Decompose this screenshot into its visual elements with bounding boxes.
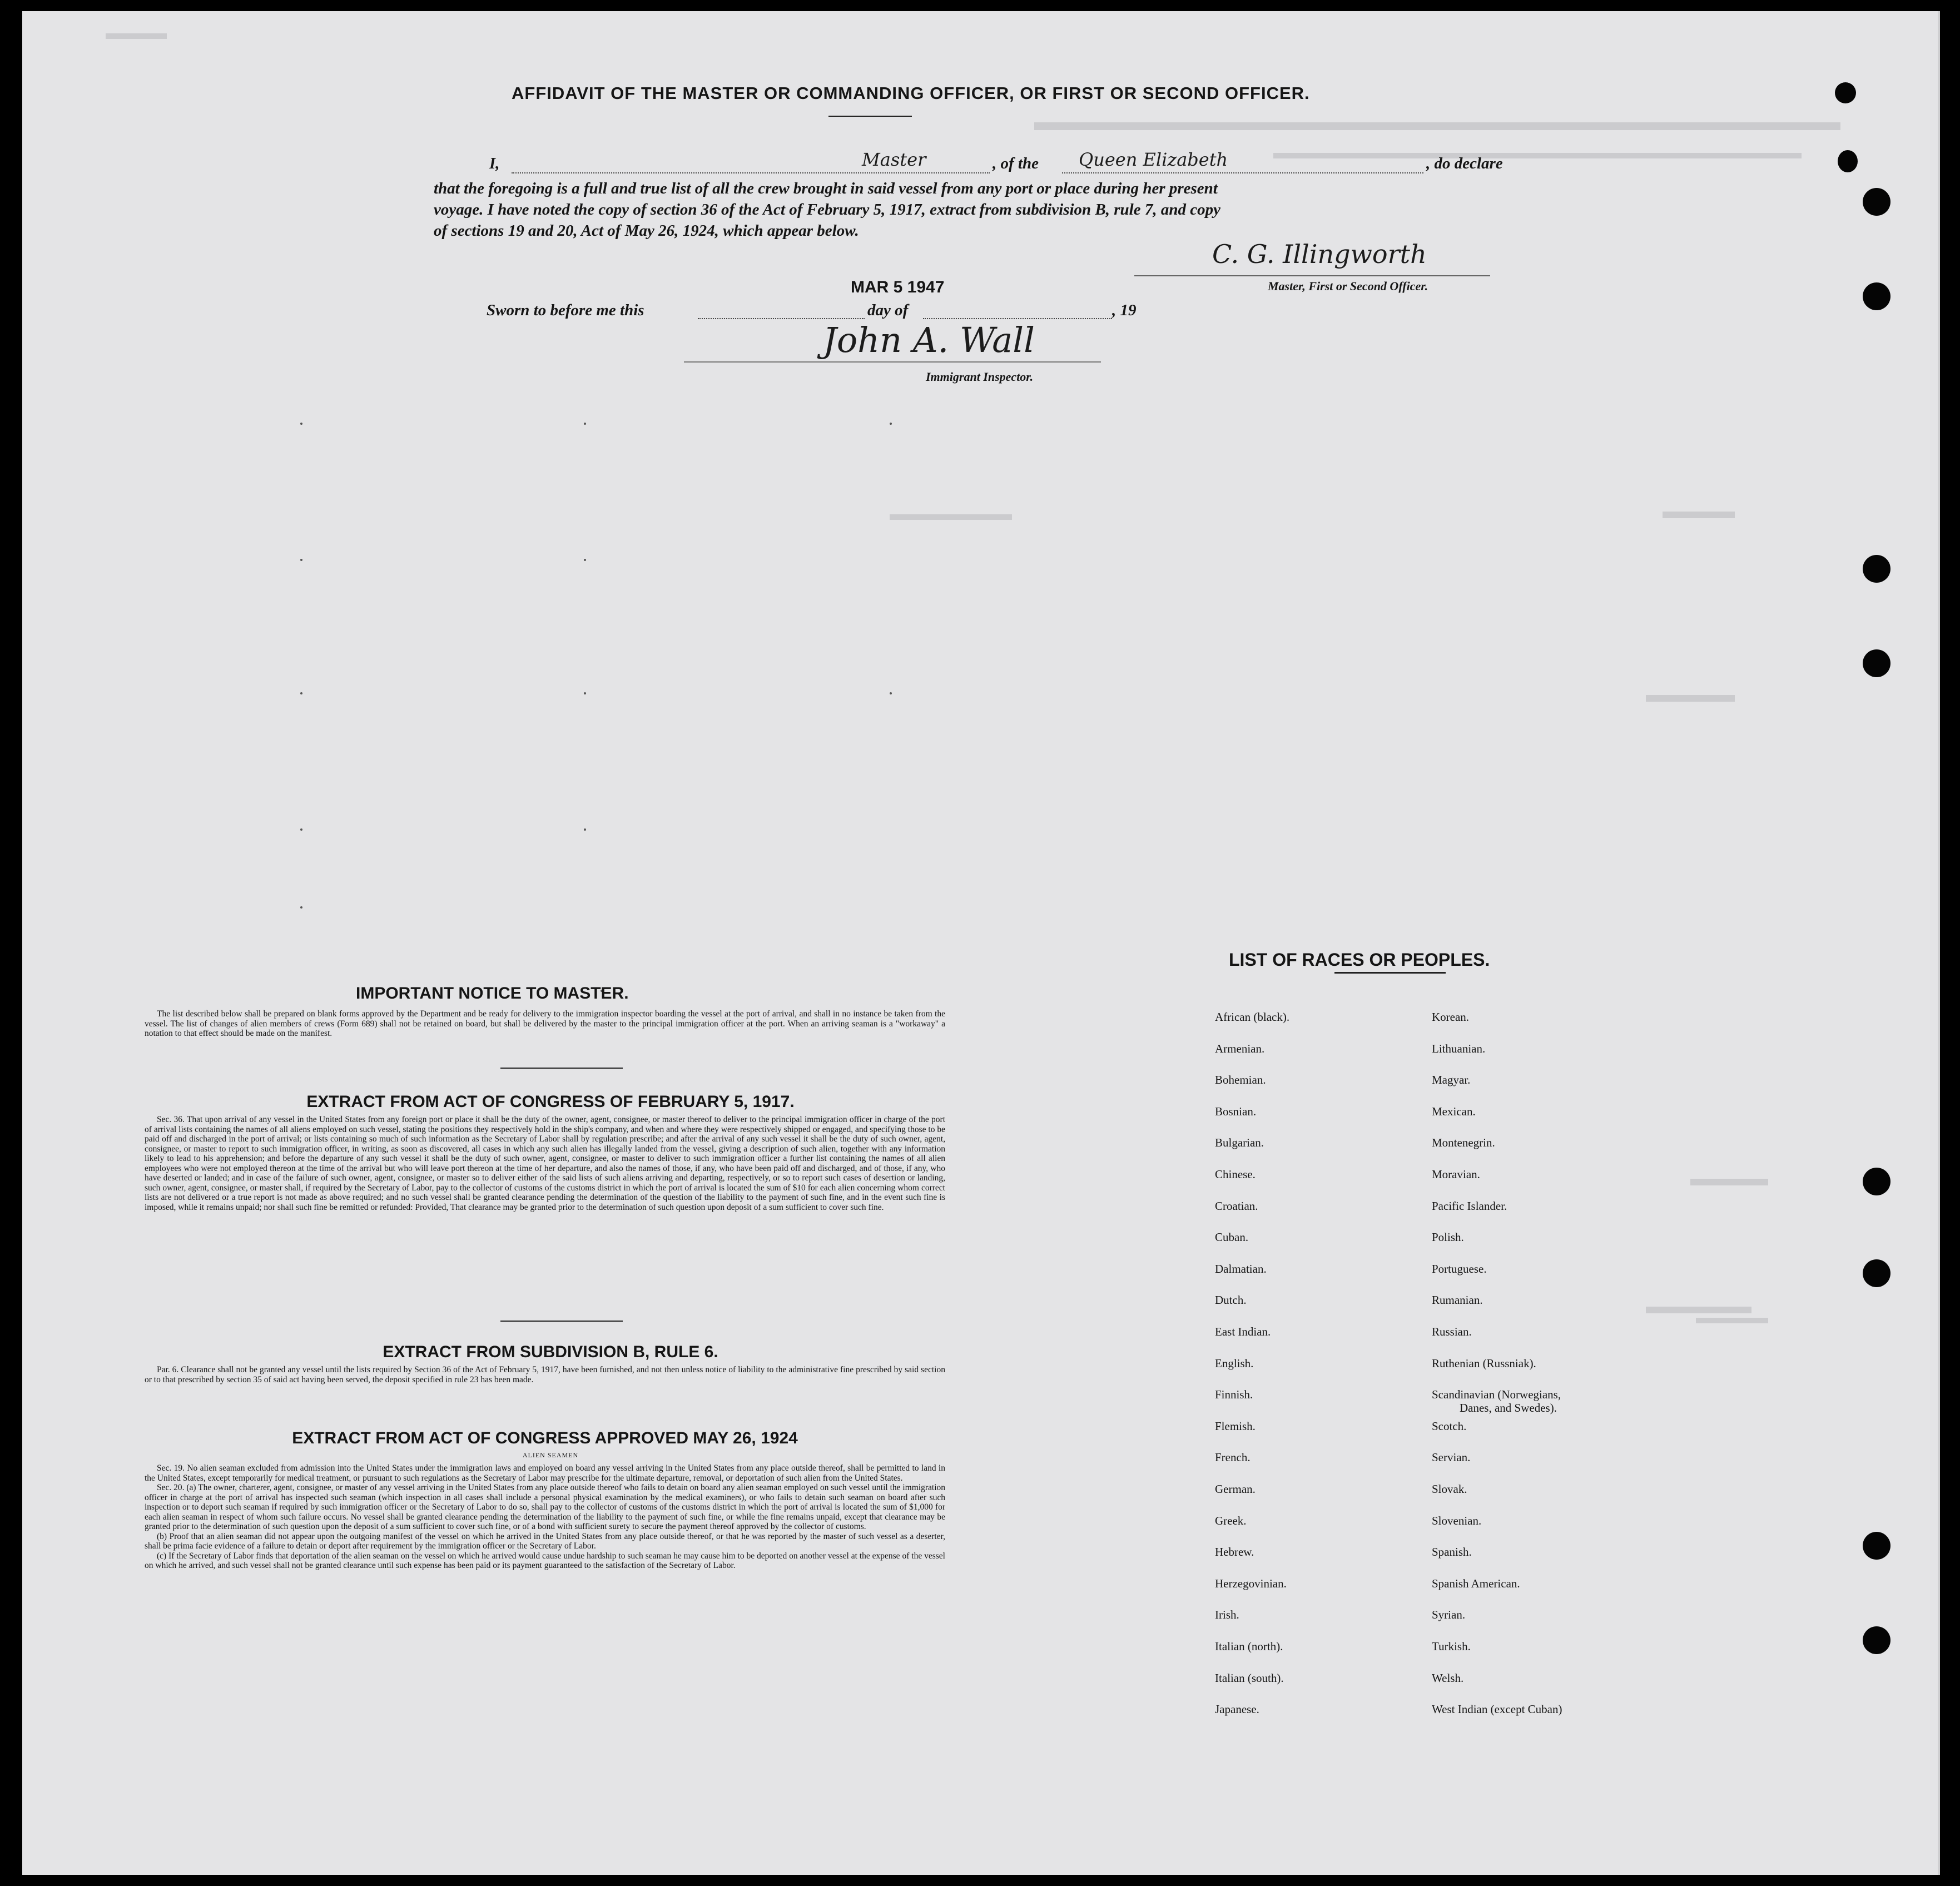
race-item: Herzegovinian.	[1215, 1576, 1287, 1590]
day-blank	[698, 318, 865, 319]
race-item: West Indian (except Cuban)	[1432, 1703, 1562, 1716]
race-item: Dutch.	[1215, 1293, 1247, 1307]
manifest-page	[22, 11, 1940, 1875]
affidavit-body-line: that the foregoing is a full and true list of all the crew brought in said vessel from any port or place during her present	[434, 180, 1218, 197]
extract-1924-paragraph: Sec. 19. No alien seaman excluded from admission into the United States under the immigration laws and employed on board any vessel arriving in the United States from any place outside thereof, shall be permitted to land in the United States, except temporarily for medical treatment, or pursuant to such regulations as the Secretary of Labor may prescribe for the ultimate departure, removal, or deportation of such alien from the United States.	[145, 1463, 945, 1483]
extract-1924-paragraph: Sec. 20. (a) The owner, charterer, agent, consignee, or master of any vessel arriving in the United States from any place outside thereof who fails to detain on board any alien seaman employed on such vessel until the immigration officer in charge at the port of arrival has inspected such seaman (which inspection in all cases shall include a personal physical examination by the medical examiners), or who fails to detain such seaman on board after such inspection or to deport such seaman if required by such immigration officer or the Secretary of Labor to do so, shall pay to the collector of customs of the customs district in which the port of arrival is located the sum of $1,000 for each alien seaman in respect of whom such failure occurs. No vessel shall be granted clearance pending the determination of the liability to the payment of such fine, or while the fine remains unpaid, except that clearance may be granted prior to the determination of such question upon the deposit of a sum sufficient to cover such fine, or of a bond with sufficient surety to secure the payment thereof approved by the collector of customs.	[145, 1483, 946, 1531]
race-item: French.	[1215, 1451, 1251, 1465]
race-item: Slovenian.	[1432, 1513, 1482, 1527]
race-item: Bosnian.	[1215, 1104, 1257, 1118]
binder-hole	[1863, 555, 1890, 583]
extract-1924-paragraph: (c) If the Secretary of Labor finds that deportation of the alien seaman on the vessel on which he arrived would cause undue hardship to such seaman he may cause him to be deported on another vessel at the expense of the vessel on which he arrived, and such vessel shall not be granted clearance until such expense has been paid or its payment guaranteed to the satisfaction of the Secretary of Labor.	[145, 1551, 945, 1570]
race-item: Syrian.	[1432, 1608, 1466, 1622]
race-item: Polish.	[1432, 1230, 1464, 1244]
race-item: Italian (north).	[1215, 1640, 1283, 1653]
inspector-caption: Immigrant Inspector.	[926, 370, 1034, 384]
race-item: Croatian.	[1215, 1199, 1258, 1213]
divider	[500, 1068, 623, 1069]
race-item: Cuban.	[1215, 1230, 1249, 1244]
race-item: Lithuanian.	[1432, 1041, 1486, 1055]
race-item: Hebrew.	[1215, 1545, 1254, 1559]
extract-1924-title: EXTRACT FROM ACT OF CONGRESS APPROVED MAY 26, 1924	[292, 1429, 798, 1447]
do-declare-label: , do declare	[1426, 155, 1503, 172]
divider	[500, 1321, 623, 1322]
race-item: Japanese.	[1215, 1703, 1259, 1716]
binder-hole	[1863, 188, 1890, 216]
notice-title: IMPORTANT NOTICE TO MASTER.	[356, 984, 629, 1002]
affidavit-i: I,	[489, 155, 500, 172]
notice-text: The list described below shall be prepared on blank forms approved by the Department and be ready for delivery to the immigration inspector boarding the vessel at the port of arrival, and shall in no instance be taken from the vessel. The list of changes of alien members of crews (Form 689) shall not be retained on board, but shall be delivered by the master to the principal immigration officer at the port. When an arriving seaman is a "workaway" a notation to that effect should be made on the manifest.	[145, 1009, 945, 1038]
extract-1924-subtitle: ALIEN SEAMEN	[522, 1451, 579, 1459]
affidavit-body	[434, 178, 1220, 241]
race-item: Servian.	[1432, 1451, 1471, 1465]
race-item: Portuguese.	[1432, 1262, 1487, 1275]
of-the-label: , of the	[993, 155, 1039, 172]
master-caption: Master, First or Second Officer.	[1268, 279, 1428, 293]
race-item: Slovak.	[1432, 1482, 1467, 1496]
binder-hole	[1863, 1626, 1890, 1654]
binder-hole	[1863, 1168, 1890, 1195]
binder-hole	[1863, 1259, 1890, 1287]
race-item: Armenian.	[1215, 1041, 1265, 1055]
day-of-label: day of	[867, 301, 909, 319]
affidavit-body-line: of sections 19 and 20, Act of May 26, 1924, which appear below.	[434, 222, 859, 240]
race-item: Ruthenian (Russniak).	[1432, 1356, 1536, 1370]
binder-hole	[1863, 282, 1890, 310]
race-item: Italian (south).	[1215, 1671, 1284, 1685]
binder-hole	[1838, 150, 1858, 172]
month-blank	[923, 318, 1112, 319]
year-label: , 19	[1112, 301, 1137, 319]
master-signature: C. G. Illingworth	[1212, 239, 1427, 269]
extract-1924-paragraph: (b) Proof that an alien seaman did not appear upon the outgoing manifest of the vessel on which he arrived in the United States from any place outside thereof, or that he was reported by the master of such vessel as a deserter, shall be prima facie evidence of a failure to detain or deport after requirement by the immigration officer or the Secretary of Labor.	[145, 1531, 945, 1551]
race-item: Flemish.	[1215, 1419, 1256, 1433]
race-item: Chinese.	[1215, 1168, 1256, 1181]
race-item: Spanish.	[1432, 1545, 1472, 1559]
race-item: Mexican.	[1432, 1104, 1476, 1118]
race-item: Dalmatian.	[1215, 1262, 1267, 1275]
vessel-name-handwritten: Queen Elizabeth	[1079, 149, 1228, 170]
binder-hole	[1863, 1532, 1890, 1560]
inspector-signature: John A. Wall	[823, 320, 1035, 360]
race-item: Finnish.	[1215, 1388, 1253, 1402]
extract-1917-text: Sec. 36. That upon arrival of any vessel in the United States from any foreign port or place it shall be the duty of the owner, agent, consignee, or master thereof to deliver to the principal immigration officer in charge of the port of arrival lists containing the names of all aliens employed on such vessel, stating the positions they respectively hold in the ship's company, and when and where they were respectively shipped or engaged, and specifying those to be paid off and discharged in the port of arrival; or lists containing so much of such information as the Secretary of Labor shall by regulation prescribe; and after the arrival of any such vessel it shall be the duty of such owner, agent, consignee, or master to report to such immigration officer, in writing, as soon as discovered, all cases in which any such alien has illegally landed from the vessel, giving a description of such alien, together with any information likely to lead to his apprehension; and before the departure of any such vessel it shall be the duty of such owner, agent, consignee, or master to deliver to such immigration officer a further list containing the names of all alien employees who were not employed thereon at the time of the arrival but who will leave port thereon at the time of her departure, and also the names of those, if any, who have been paid off and discharged, and of those, if any, who have deserted or landed; and in case of the failure of such owner, agent, consignee, or master so to deliver either of the said lists of such aliens arriving and departing, respectively, or so to report such cases of desertion or landing, such owner, agent, consignee, or master shall, if required by the Secretary of Labor, pay to the collector of customs of the customs district in which the port of arrival is located the sum of $10 for each alien concerning whom correct lists are not delivered or a true report is not made as above required; and no such vessel shall be granted clearance pending the determination of the question of the liability to the payment of such fine, and in the event such fine is imposed, while it remains unpaid; nor shall such fine be remitted or refunded: Provided, That clearance may be granted prior to the determination of such question upon deposit of a sum sufficient to cover such fine.	[145, 1115, 945, 1212]
races-title: LIST OF RACES OR PEOPLES.	[1229, 950, 1490, 970]
affidavit-title: AFFIDAVIT OF THE MASTER OR COMMANDING OFFICER, OR FIRST OR SECOND OFFICER.	[512, 83, 1310, 103]
race-item: Scotch.	[1432, 1419, 1467, 1433]
race-item-continuation: Danes, and Swedes).	[1460, 1401, 1557, 1415]
race-item: Greek.	[1215, 1513, 1247, 1527]
extract-1924-body	[145, 1463, 945, 1571]
signature-line	[1134, 275, 1490, 276]
race-item: African (black).	[1215, 1010, 1290, 1024]
race-item: Bohemian.	[1215, 1073, 1266, 1087]
inspector-line	[684, 361, 1101, 363]
binder-hole	[1863, 649, 1890, 677]
race-item: Russian.	[1432, 1325, 1472, 1338]
race-item: Spanish American.	[1432, 1576, 1520, 1590]
race-item: Magyar.	[1432, 1073, 1471, 1087]
race-item: Turkish.	[1432, 1640, 1471, 1653]
binder-hole	[1835, 82, 1856, 103]
race-item: German.	[1215, 1482, 1256, 1496]
race-item: Pacific Islander.	[1432, 1199, 1507, 1213]
race-item: East Indian.	[1215, 1325, 1271, 1338]
rule6-text: Par. 6. Clearance shall not be granted any vessel until the lists required by Section 36 of the Act of February 5, 1917, have been furnished, and not then unless notice of liability to the administrative fine prescribed by said section or to that prescribed by section 35 of said act having been served, the deposit specified in rule 23 has been made.	[145, 1365, 945, 1384]
master-name-blank	[512, 172, 990, 173]
race-item: Welsh.	[1432, 1671, 1464, 1685]
race-item: Irish.	[1215, 1608, 1239, 1622]
race-item: Moravian.	[1432, 1168, 1480, 1181]
affidavit-body-line: voyage. I have noted the copy of section 36 of the Act of February 5, 1917, extract from subdivision B, rule 7, and copy	[434, 201, 1220, 219]
race-item: Scandinavian (Norwegians,	[1432, 1388, 1561, 1402]
extract-1917-title: EXTRACT FROM ACT OF CONGRESS OF FEBRUARY 5, 1917.	[306, 1093, 795, 1111]
title-underline	[828, 116, 912, 117]
race-item: Korean.	[1432, 1010, 1470, 1024]
race-item: Montenegrin.	[1432, 1136, 1495, 1150]
rule6-title: EXTRACT FROM SUBDIVISION B, RULE 6.	[383, 1343, 718, 1361]
races-title-underline	[1334, 972, 1446, 974]
vessel-name-blank	[1062, 172, 1423, 173]
sworn-label: Sworn to before me this	[487, 301, 644, 319]
race-item: Rumanian.	[1432, 1293, 1483, 1307]
master-role-handwritten: Master	[862, 149, 926, 170]
date-stamp: MAR 5 1947	[851, 278, 945, 296]
race-item: Bulgarian.	[1215, 1136, 1264, 1150]
race-item: English.	[1215, 1356, 1254, 1370]
